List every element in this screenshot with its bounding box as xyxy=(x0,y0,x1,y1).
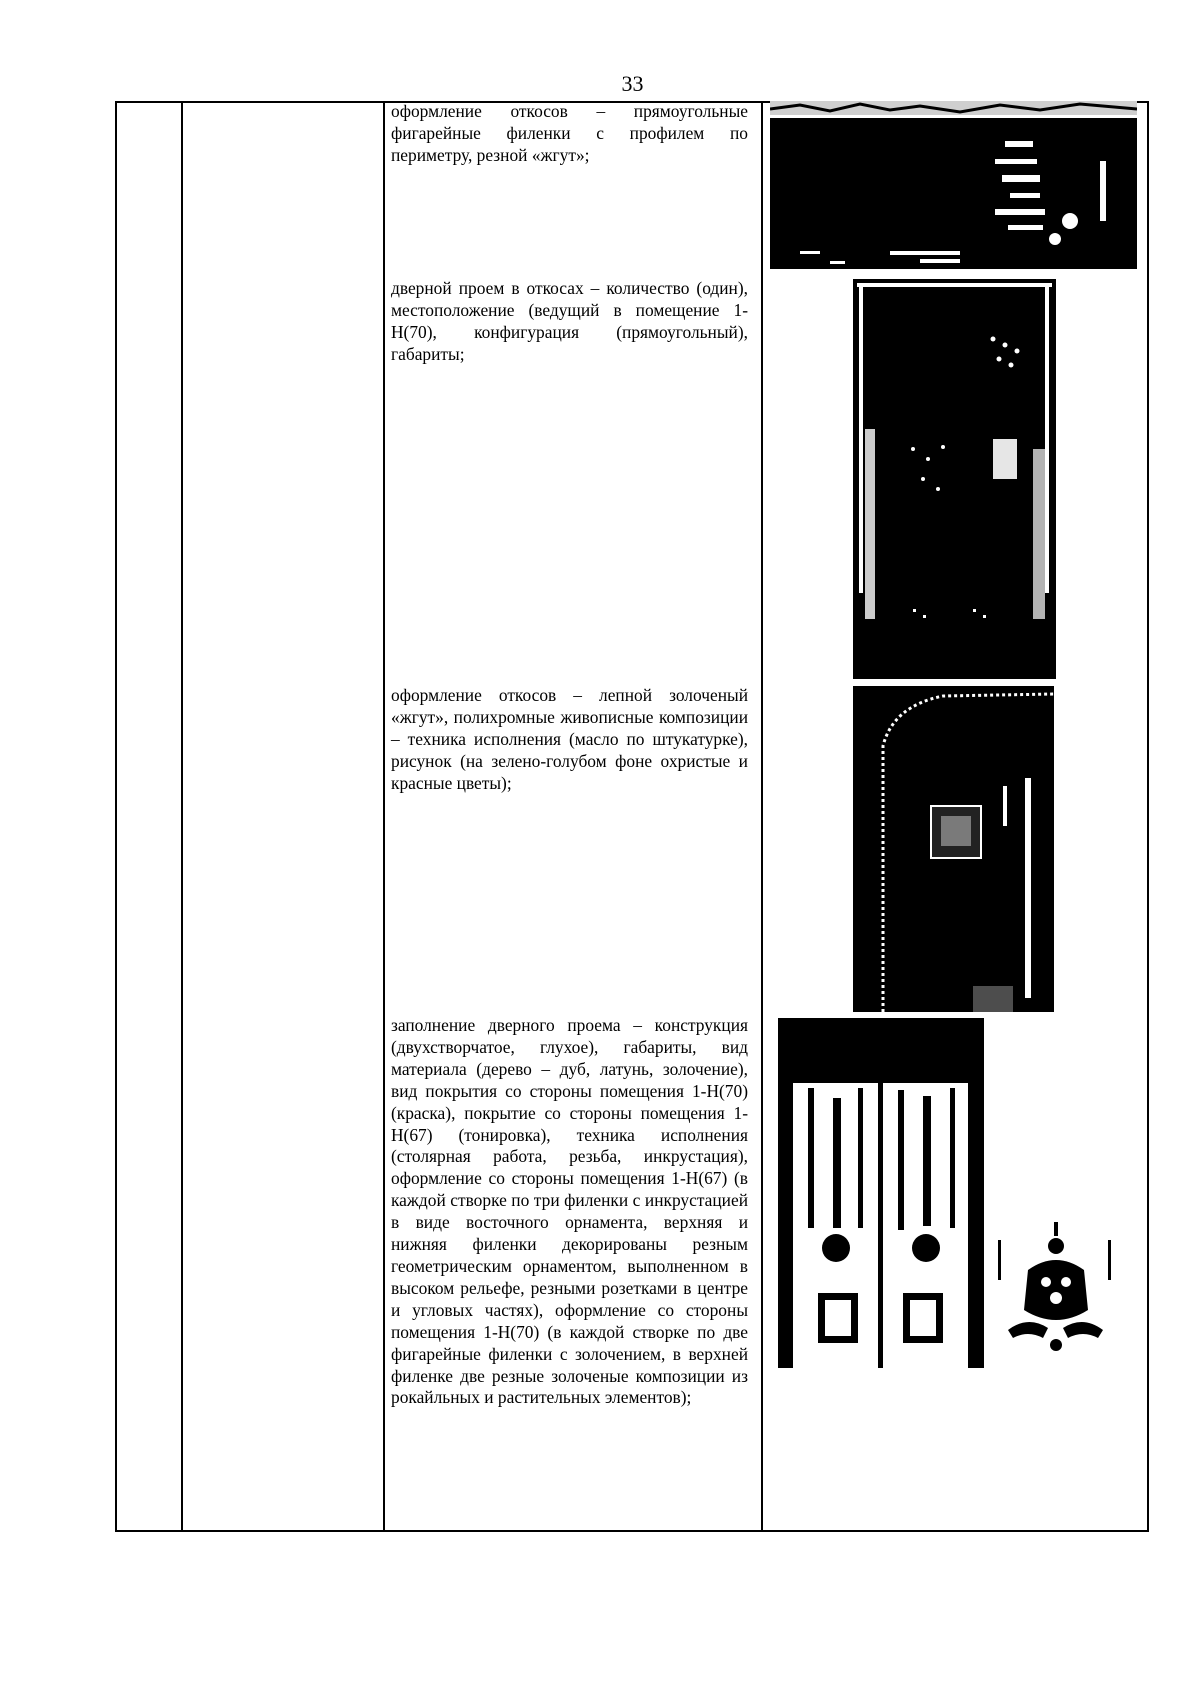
doorway-photo xyxy=(853,279,1056,679)
row-4-description: заполнение дверного проема – конструкция (двухстворчатое, глухое), габариты, вид материала (дерево – дуб, латунь, золочение), вид покрытия со стороны помещения 1-Н(70) (краска), покрытие со стороны помещения 1-Н(67) (тонировка), техника исполнения (столярная работа, резьба, инкрустация), оформление со стороны помещения 1-Н(67) (в каждой створке по три филенки с инкрустацией в виде восточного орнамента, верхняя и нижняя филенки декорированы резным геометрическим орнаментом, выполненном в высоком рельефе, резными розетками в центре и угловых частях), оформление со стороны помещения 1-Н(70) (в каждой створке по две фигарейные филенки с золочением, в верхней филенке две резные золоченые композиции из рокайльных и растительных элементов); xyxy=(391,1015,748,1408)
table-column-divider-2 xyxy=(383,103,385,1530)
row-2-description: дверной проем в откосах – количество (один), местоположение (ведущий в помещение 1-Н(70), конфигурация (прямоугольный), габариты; xyxy=(391,278,748,364)
page-number: 33 xyxy=(621,71,644,96)
row-3-description: оформление откосов – лепной золоченый «жгут», полихромные живописные композиции – техника исполнения (масло по штукатурке), рисунок (на зелено-голубом фоне охристые и красные цветы); xyxy=(391,685,748,793)
gilded-molding-photo xyxy=(853,686,1054,1012)
carved-ornament-detail-photo xyxy=(988,1210,1123,1370)
table-column-divider-1 xyxy=(181,103,183,1530)
door-reveal-panels-photo xyxy=(770,101,1137,269)
double-door-photo xyxy=(778,1018,984,1368)
row-1-description: оформление откосов – прямоугольные фигарейные филенки с профилем по периметру, резной «жгут»; xyxy=(391,101,748,165)
table-column-divider-3 xyxy=(761,103,763,1530)
